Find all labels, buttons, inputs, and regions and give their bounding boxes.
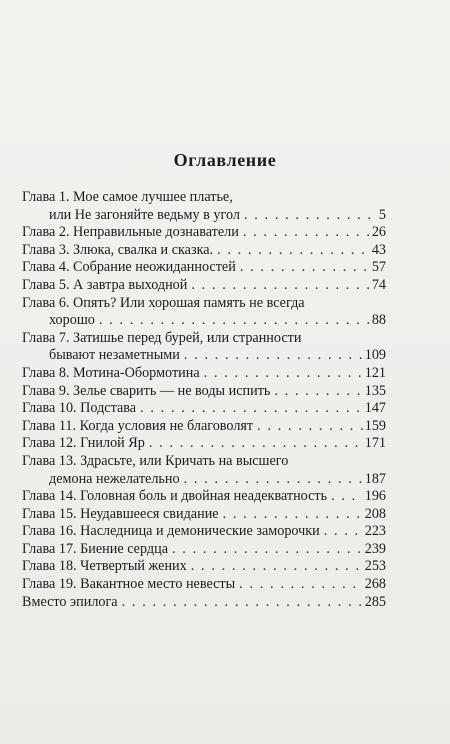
dot-leader: [172, 541, 363, 559]
toc-entry-text: Глава 1. Мое самое лучшее платье,: [22, 189, 233, 205]
toc-entry-line: [22, 295, 386, 313]
toc-entry-text: Глава 17. Биение сердца: [22, 540, 168, 557]
toc-page-number: 239: [364, 540, 386, 557]
toc-entry-line: [22, 453, 386, 471]
toc-entry-line: [22, 224, 386, 242]
toc-entry-text: или Не загоняйте ведьму в угол: [49, 206, 240, 223]
dot-leader: [217, 242, 370, 260]
toc-entry-text: Глава 2. Неправильные дознаватели: [22, 224, 239, 241]
dot-leader: [184, 347, 363, 365]
toc-entry-line: [22, 259, 386, 277]
dot-leader: [239, 576, 363, 594]
toc-page-number: 26: [371, 224, 386, 241]
toc-entry-line: [22, 189, 386, 207]
dot-leader: [191, 558, 363, 576]
toc-entry-text: хорошо: [49, 312, 95, 329]
toc-entry-line: [22, 418, 386, 436]
toc-entry-text: Глава 3. Злюка, свалка и сказка.: [22, 241, 214, 258]
toc-entry-line: [22, 383, 386, 401]
toc-page-number: 159: [364, 417, 386, 434]
toc-entry-text: Глава 13. Здрасьте, или Кричать на высшего: [22, 452, 289, 469]
toc-page-number: 57: [371, 259, 386, 276]
toc-page-number: 223: [364, 523, 386, 540]
dot-leader: [243, 224, 370, 242]
dot-leader: [331, 488, 363, 506]
toc-entry-text: Глава 9. Зелье сварить — не воды испить: [22, 382, 271, 399]
toc-entry-text: Глава 15. Неудавшееся свидание: [22, 505, 219, 522]
toc-entry-line: [22, 400, 386, 418]
dot-leader: [122, 594, 363, 612]
toc-entry-line: [22, 594, 386, 612]
toc-entry-text: Глава 5. А завтра выходной: [22, 276, 188, 293]
table-of-contents: [22, 189, 386, 611]
toc-page-number: 109: [364, 347, 386, 364]
toc-page-number: 196: [364, 488, 386, 505]
toc-entry-text: Глава 10. Подстава: [22, 400, 137, 417]
toc-entry-line: [22, 558, 386, 576]
toc-entry-line: [22, 435, 386, 453]
toc-entry-line: [22, 365, 386, 383]
toc-entry-line: [22, 523, 386, 541]
toc-entry-line: [22, 576, 386, 594]
toc-entry-text: Глава 6. Опять? Или хорошая память не всегда: [22, 294, 305, 311]
toc-page-number: 208: [364, 505, 386, 522]
toc-page-number: 43: [371, 241, 386, 258]
toc-page-number: 135: [364, 382, 386, 399]
toc-page-number: 187: [364, 470, 386, 487]
dot-leader: [240, 259, 370, 277]
toc-entry-text: Глава 16. Наследница и демонические заморочки: [22, 523, 320, 540]
toc-entry-text: Глава 11. Когда условия не благоволят: [22, 417, 254, 434]
dot-leader: [324, 523, 363, 541]
toc-page-number: 285: [364, 593, 386, 610]
toc-entry-text: Глава 18. Четвертый жених: [22, 558, 187, 575]
toc-page-number: 74: [371, 276, 386, 293]
dot-leader: [257, 418, 363, 436]
toc-entry-line: [22, 330, 386, 348]
toc-entry-line: [22, 488, 386, 506]
dot-leader: [184, 471, 363, 489]
toc-entry-line: [22, 347, 386, 365]
toc-entry-text: Глава 12. Гнилой Яр: [22, 435, 145, 452]
toc-entry-line: [22, 312, 386, 330]
toc-entry-text: Глава 8. Мотина-Обормотина: [22, 364, 200, 381]
toc-entry-line: [22, 471, 386, 489]
dot-leader: [140, 400, 363, 418]
toc-entry-text: демона нежелательно: [49, 470, 180, 487]
dot-leader: [244, 207, 377, 225]
toc-page-number: 171: [364, 435, 386, 452]
toc-entry-text: бывают незаметными: [49, 347, 180, 364]
dot-leader: [223, 506, 363, 524]
toc-page-number: 5: [378, 206, 386, 223]
toc-entry-text: Глава 4. Собрание неожиданностей: [22, 259, 236, 276]
toc-entry-text: Глава 14. Головная боль и двойная неадекватность: [22, 488, 328, 505]
dot-leader: [99, 312, 370, 330]
toc-entry-text: Глава 19. Вакантное место невесты: [22, 576, 236, 593]
toc-entry-line: [22, 277, 386, 295]
dot-leader: [274, 383, 362, 401]
toc-entry-line: [22, 506, 386, 524]
toc-entry-line: [22, 207, 386, 225]
dot-leader: [191, 277, 369, 295]
toc-page-number: 121: [364, 364, 386, 381]
toc-entry-text: Вместо эпилога: [22, 593, 118, 610]
toc-entry-line: [22, 541, 386, 559]
dot-leader: [204, 365, 363, 383]
toc-page-number: 268: [364, 576, 386, 593]
toc-entry-text: Глава 7. Затишье перед бурей, или странности: [22, 329, 302, 346]
toc-page-number: 147: [364, 400, 386, 417]
toc-entry-line: [22, 242, 386, 260]
dot-leader: [149, 435, 363, 453]
toc-page-number: 88: [371, 312, 386, 329]
toc-page-number: 253: [364, 558, 386, 575]
page-title: Оглавление: [173, 150, 277, 170]
